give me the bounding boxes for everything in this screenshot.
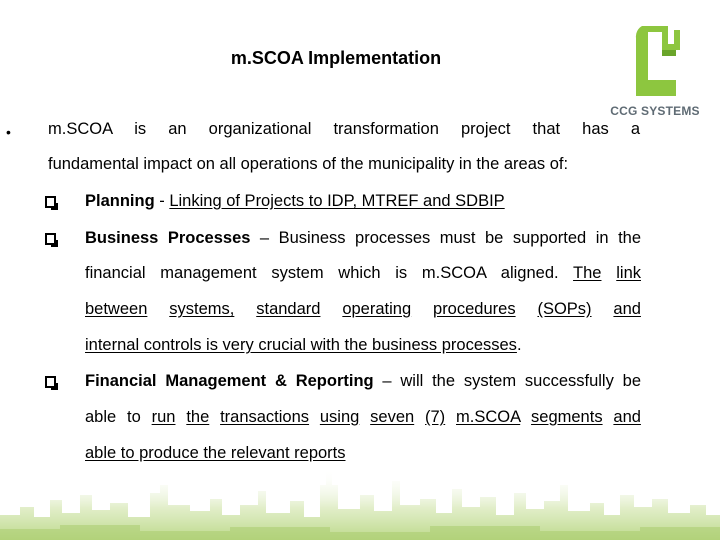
underlined-text: and [613,300,641,318]
ccg-systems-logo [600,18,710,118]
item-business-line-4 [85,336,641,355]
bullet-line-2: fundamental impact on all operations of the municipality in the areas of: [48,155,569,173]
underlined-text: (SOPs) [537,300,592,318]
item-business-text: financial management system which is m.SCOA aligned. [85,264,574,282]
item-business-title: Business Processes [85,229,251,247]
item-financial-text: able to [85,408,152,426]
underlined-text: segments [531,408,603,426]
logo-text: CCG SYSTEMS [610,104,700,118]
underlined-text: using [319,408,360,426]
underlined-text: transactions [220,408,310,426]
item-separator: - [154,192,170,210]
slide-title: m.SCOA Implementation [230,48,442,68]
logo-mark-icon [628,22,682,100]
item-business-text: . [516,336,522,354]
item-business-line-1 [85,229,641,248]
item-planning-title: Planning [85,192,155,210]
underlined-text: link [616,264,641,282]
checkbox-bullet-icon [45,196,56,208]
item-financial-title: Financial Management & Reporting [85,372,374,390]
underlined-text: seven [370,408,415,426]
checkbox-bullet-icon [45,233,56,245]
item-financial-line-1 [85,372,641,391]
underlined-text: and [613,408,641,426]
underlined-text: between [85,300,148,318]
underlined-text: The [573,264,602,282]
underlined-text: m.SCOA [456,408,521,426]
underlined-text: systems, [169,300,235,318]
item-business-line-3 [85,300,641,319]
item-business-text: – Business processes must be supported in the [250,229,642,247]
underlined-text: run [151,408,176,426]
bullet-line-1: m.SCOA is an organizational transformation project that has a [48,120,640,138]
item-planning-text: Linking of Projects to IDP, MTREF and SDBIP [169,192,505,210]
item-business-line-2 [85,264,641,283]
city-skyline-image [0,455,720,540]
item-financial-text: – will the system successfully be [373,372,641,390]
bullet-dot: • [6,124,11,140]
checkbox-bullet-icon [45,376,56,388]
underlined-text: internal controls is very crucial with the business processes [85,336,517,354]
underlined-text: (7) [425,408,446,426]
underlined-text: operating [342,300,412,318]
underlined-text: standard [256,300,321,318]
item-planning [85,192,645,211]
item-financial-line-2 [85,408,641,427]
underlined-text: the [186,408,210,426]
underlined-text: procedures [433,300,516,318]
underlined-text: able to produce the relevant reports [85,444,346,462]
